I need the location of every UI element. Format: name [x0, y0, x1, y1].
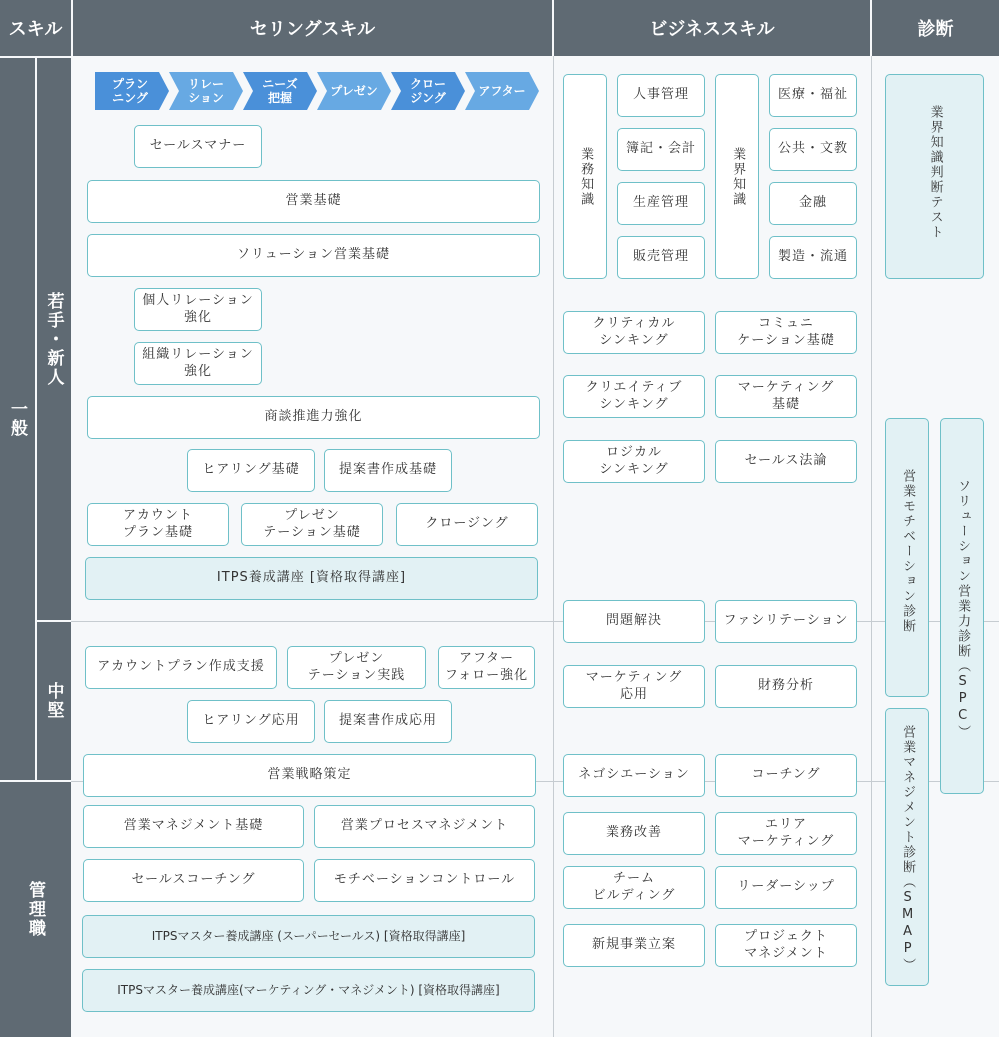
course-hearing-basic[interactable]: ヒアリング基礎 [187, 449, 315, 492]
diag-industry-test[interactable]: 業界知識判断テスト [885, 74, 984, 279]
course-closing[interactable]: クロージング [396, 503, 538, 546]
course-sales-manners[interactable]: セールスマナー [134, 125, 262, 168]
side-mid [37, 622, 71, 780]
course-negotiation[interactable]: ネゴシエーション [563, 754, 705, 797]
course-industry-knowledge[interactable]: 業界知識 [715, 74, 759, 279]
divider-row-mid [71, 621, 999, 622]
side-general-text: 一般 [7, 400, 27, 438]
diag-smap[interactable]: 営業マネジメント診断（SMAP） [885, 708, 929, 986]
course-sales-basics[interactable]: 営業基礎 [87, 180, 540, 223]
course-coaching[interactable]: コーチング [715, 754, 857, 797]
diag-motivation[interactable]: 営業モチベーション診断 [885, 418, 929, 697]
course-account-basic[interactable]: アカウント プラン基礎 [87, 503, 229, 546]
course-motivation-control[interactable]: モチベーションコントロール [314, 859, 535, 902]
arrow-relation: リレー ション [187, 76, 224, 105]
course-new-business[interactable]: 新規事業立案 [563, 924, 705, 967]
side-manager [0, 782, 71, 1037]
course-process-mgmt[interactable]: 営業プロセスマネジメント [314, 805, 535, 848]
course-sales-strategy[interactable]: 営業戦略策定 [83, 754, 536, 797]
course-facilitation[interactable]: ファシリテーション [715, 600, 857, 643]
course-finance[interactable]: 金融 [769, 182, 857, 225]
course-sales-mgmt[interactable]: 販売管理 [617, 236, 705, 279]
course-area-marketing[interactable]: エリア マーケティング [715, 812, 857, 855]
course-manufacturing[interactable]: 製造・流通 [769, 236, 857, 279]
course-presentation-basic[interactable]: プレゼン テーション基礎 [241, 503, 383, 546]
course-improvement[interactable]: 業務改善 [563, 812, 705, 855]
course-problem-solving[interactable]: 問題解決 [563, 600, 705, 643]
arrow-closing: クロー ジング [409, 76, 446, 105]
course-presentation-practice[interactable]: プレゼン テーション実践 [287, 646, 426, 689]
header-skill: スキル [0, 0, 71, 56]
course-financial-analysis[interactable]: 財務分析 [715, 665, 857, 708]
course-hearing-apply[interactable]: ヒアリング応用 [187, 700, 315, 743]
course-personal-relation[interactable]: 個人リレーション 強化 [134, 288, 262, 331]
course-communication[interactable]: コミュニ ケーション基礎 [715, 311, 857, 354]
course-sales-coaching[interactable]: セールスコーチング [83, 859, 304, 902]
arrow-after: アフター [478, 83, 526, 98]
course-proposal-apply[interactable]: 提案書作成応用 [324, 700, 452, 743]
arrow-needs: ニーズ 把握 [262, 76, 298, 105]
course-mgmt-basic[interactable]: 営業マネジメント基礎 [83, 805, 304, 848]
course-medical[interactable]: 医療・福祉 [769, 74, 857, 117]
course-project-mgmt[interactable]: プロジェクト マネジメント [715, 924, 857, 967]
divider-col-1 [553, 56, 554, 1037]
course-critical-thinking[interactable]: クリティカル シンキング [563, 311, 705, 354]
header-business-skill: ビジネススキル [554, 0, 870, 56]
course-itps-master-marketing[interactable]: ITPSマスター養成講座(マーケティング・マネジメント) [資格取得講座] [82, 969, 535, 1012]
diag-spc[interactable]: ソリューション営業力診断（SPC） [940, 418, 984, 794]
course-public[interactable]: 公共・文教 [769, 128, 857, 171]
course-leadership[interactable]: リーダーシップ [715, 866, 857, 909]
course-proposal-basic[interactable]: 提案書作成基礎 [324, 449, 452, 492]
course-solution-basics[interactable]: ソリューション営業基礎 [87, 234, 540, 277]
side-junior-text: 若手・新人 [43, 291, 64, 387]
arrow-planning: プラン ニング [111, 76, 148, 105]
course-after-follow[interactable]: アフター フォロー強化 [438, 646, 535, 689]
course-itps[interactable]: ITPS養成講座 [資格取得講座] [85, 557, 538, 600]
side-general [0, 58, 35, 780]
header-diagnosis: 診断 [872, 0, 999, 56]
header-selling-skill: セリングスキル [73, 0, 552, 56]
course-team-building[interactable]: チーム ビルディング [563, 866, 705, 909]
course-work-knowledge[interactable]: 業務知識 [563, 74, 607, 279]
course-production[interactable]: 生産管理 [617, 182, 705, 225]
course-bookkeeping[interactable]: 簿記・会計 [617, 128, 705, 171]
course-hr[interactable]: 人事管理 [617, 74, 705, 117]
course-account-support[interactable]: アカウントプラン作成支援 [85, 646, 277, 689]
side-mid-text: 中堅 [43, 682, 64, 720]
course-negotiation-drive[interactable]: 商談推進力強化 [87, 396, 540, 439]
side-junior [37, 58, 71, 620]
course-marketing-basic[interactable]: マーケティング 基礎 [715, 375, 857, 418]
course-creative-thinking[interactable]: クリエイティブ シンキング [563, 375, 705, 418]
course-marketing-apply[interactable]: マーケティング 応用 [563, 665, 705, 708]
divider-col-2 [871, 56, 872, 1037]
course-itps-master-super[interactable]: ITPSマスター養成講座 (スーパーセールス) [資格取得講座] [82, 915, 535, 958]
course-org-relation[interactable]: 組織リレーション 強化 [134, 342, 262, 385]
course-sales-law[interactable]: セールス法論 [715, 440, 857, 483]
course-logical-thinking[interactable]: ロジカル シンキング [563, 440, 705, 483]
arrow-presentation: プレゼン [330, 83, 378, 98]
side-manager-text: 管理職 [25, 881, 45, 938]
